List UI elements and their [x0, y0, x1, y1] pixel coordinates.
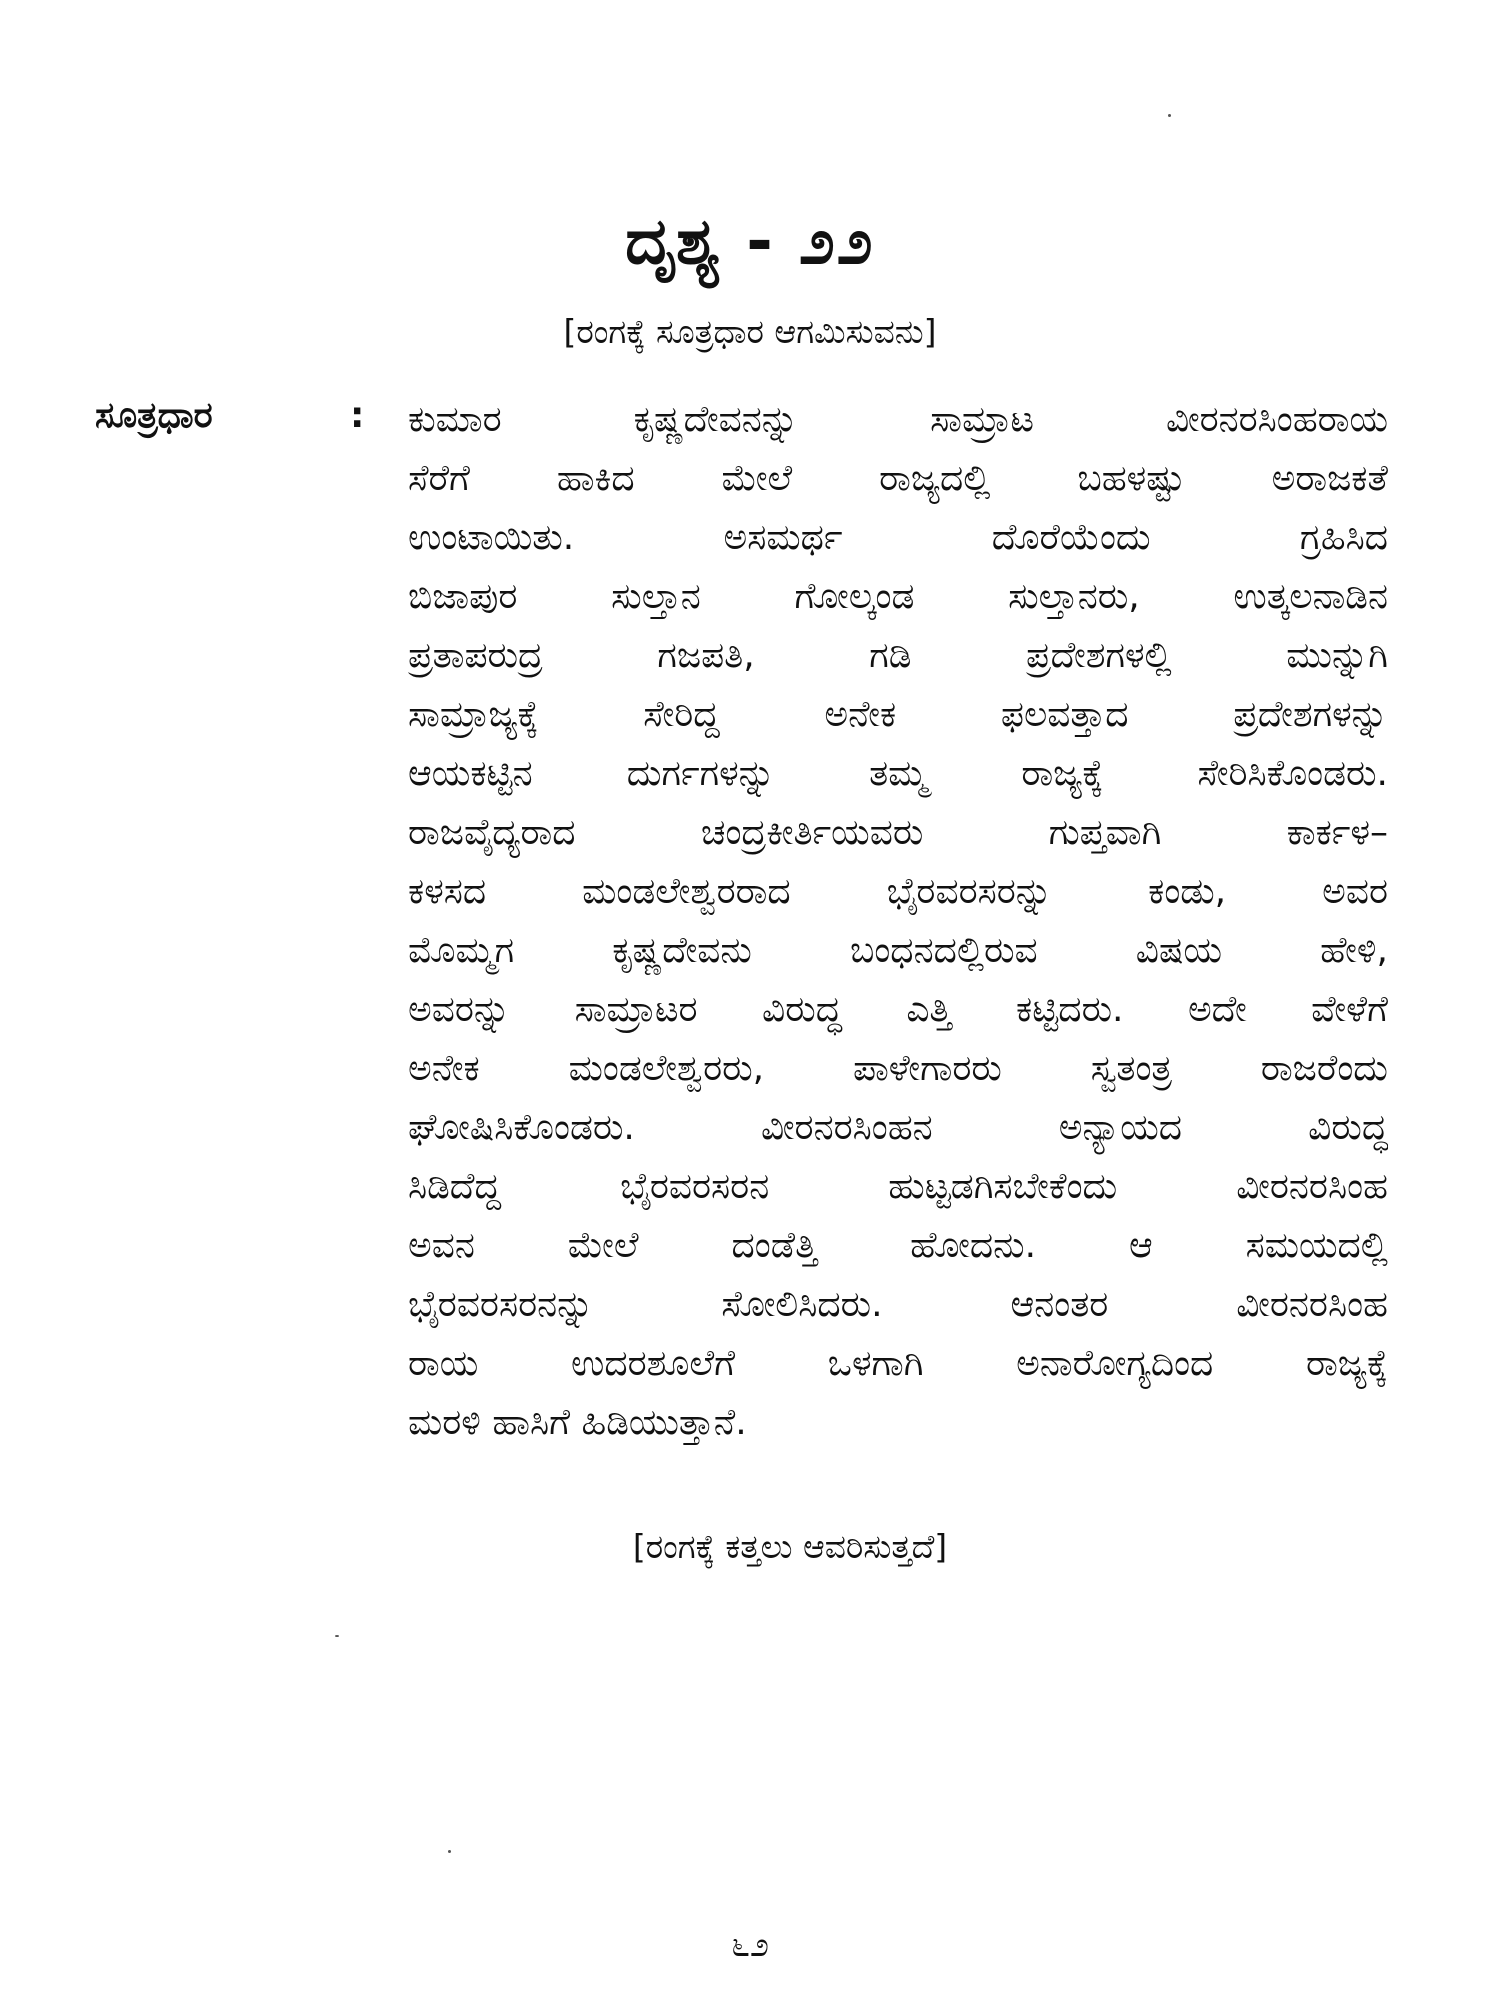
speech-line: ಪ್ರತಾಪರುದ್ರ ಗಜಪತಿ, ಗಡಿ ಪ್ರದೇಶಗಳಲ್ಲಿ ಮುನ್ನುಗಿ — [408, 635, 1388, 676]
stage-direction-close: [ರಂಗಕ್ಕೆ ಕತ್ತಲು ಆವರಿಸುತ್ತದೆ] — [632, 1527, 948, 1566]
scene-title: ದೃಶ್ಯ - ೨೨ — [625, 205, 875, 279]
speech-line: ಅನೇಕ ಮಂಡಲೇಶ್ವರರು, ಪಾಳೇಗಾರರು ಸ್ವತಂತ್ರ ರಾಜರೆಂದು — [408, 1048, 1388, 1089]
scan-speck — [1168, 114, 1171, 117]
speech-line: ಮರಳಿ ಹಾಸಿಗೆ ಹಿಡಿಯುತ್ತಾನೆ. — [408, 1402, 747, 1443]
scan-speck — [448, 1850, 451, 1853]
speech-line: ಸಾಮ್ರಾಜ್ಯಕ್ಕೆ ಸೇರಿದ್ದ ಅನೇಕ ಫಲವತ್ತಾದ ಪ್ರದೇಶಗಳನ್ನು — [408, 694, 1388, 735]
stage-direction-open: [ರಂಗಕ್ಕೆ ಸೂತ್ರಧಾರ ಆಗಮಿಸುವನು] — [563, 312, 937, 351]
speech-line: ಅವನ ಮೇಲೆ ದಂಡೆತ್ತಿ ಹೋದನು. ಆ ಸಮಯದಲ್ಲಿ — [408, 1225, 1388, 1266]
speech-line: ಮೊಮ್ಮಗ ಕೃಷ್ಣದೇವನು ಬಂಧನದಲ್ಲಿರುವ ವಿಷಯ ಹೇಳಿ, — [408, 930, 1388, 971]
speech-line: ಕಳಸದ ಮಂಡಲೇಶ್ವರರಾದ ಭೈರವರಸರನ್ನು ಕಂಡು, ಅವರ — [408, 871, 1388, 912]
page-number: ೬೨ — [730, 1925, 770, 1965]
speech-line: ಭೈರವರಸರನನ್ನು ಸೋಲಿಸಿದರು. ಆನಂತರ ವೀರನರಸಿಂಹ — [408, 1284, 1388, 1325]
speech-line: ಘೋಷಿಸಿಕೊಂಡರು. ವೀರನರಸಿಂಹನ ಅನ್ಯಾಯದ ವಿರುದ್ಧ — [408, 1107, 1388, 1148]
speech-line: ಆಯಕಟ್ಟಿನ ದುರ್ಗಗಳನ್ನು ತಮ್ಮ ರಾಜ್ಯಕ್ಕೆ ಸೇರಿಸಿಕೊಂಡರು. — [408, 753, 1388, 794]
speaker-colon: : — [350, 395, 365, 436]
speech-line: ಬಿಜಾಪುರ ಸುಲ್ತಾನ ಗೋಲ್ಕಂಡ ಸುಲ್ತಾನರು, ಉತ್ಕಲನಾಡಿನ — [408, 576, 1388, 617]
speech-line: ಸೆರೆಗೆ ಹಾಕಿದ ಮೇಲೆ ರಾಜ್ಯದಲ್ಲಿ ಬಹಳಷ್ಟು ಅರಾಜಕತೆ — [408, 458, 1388, 499]
speech-paragraph — [408, 390, 1388, 1452]
speech-line: ರಾಯ ಉದರಶೂಲೆಗೆ ಒಳಗಾಗಿ ಅನಾರೋಗ್ಯದಿಂದ ರಾಜ್ಯಕ್ಕೆ — [408, 1343, 1388, 1384]
speaker-name: ಸೂತ್ರಧಾರ — [95, 395, 213, 436]
speech-line: ಅವರನ್ನು ಸಾಮ್ರಾಟರ ವಿರುದ್ಧ ಎತ್ತಿ ಕಟ್ಟಿದರು. ಅದೇ ವೇಳೆಗೆ — [408, 989, 1388, 1030]
scan-speck — [335, 1635, 339, 1637]
speech-line: ಉಂಟಾಯಿತು. ಅಸಮರ್ಥ ದೊರೆಯೆಂದು ಗ್ರಹಿಸಿದ — [408, 517, 1388, 558]
speech-line: ರಾಜವೈದ್ಯರಾದ ಚಂದ್ರಕೀರ್ತಿಯವರು ಗುಪ್ತವಾಗಿ ಕಾರ್ಕಳ– — [408, 812, 1388, 853]
speech-line: ಕುಮಾರ ಕೃಷ್ಣದೇವನನ್ನು ಸಾಮ್ರಾಟ ವೀರನರಸಿಂಹರಾಯ — [408, 399, 1388, 440]
speech-line: ಸಿಡಿದೆದ್ದ ಭೈರವರಸರನ ಹುಟ್ಟಡಗಿಸಬೇಕೆಂದು ವೀರನರಸಿಂಹ — [408, 1166, 1388, 1207]
